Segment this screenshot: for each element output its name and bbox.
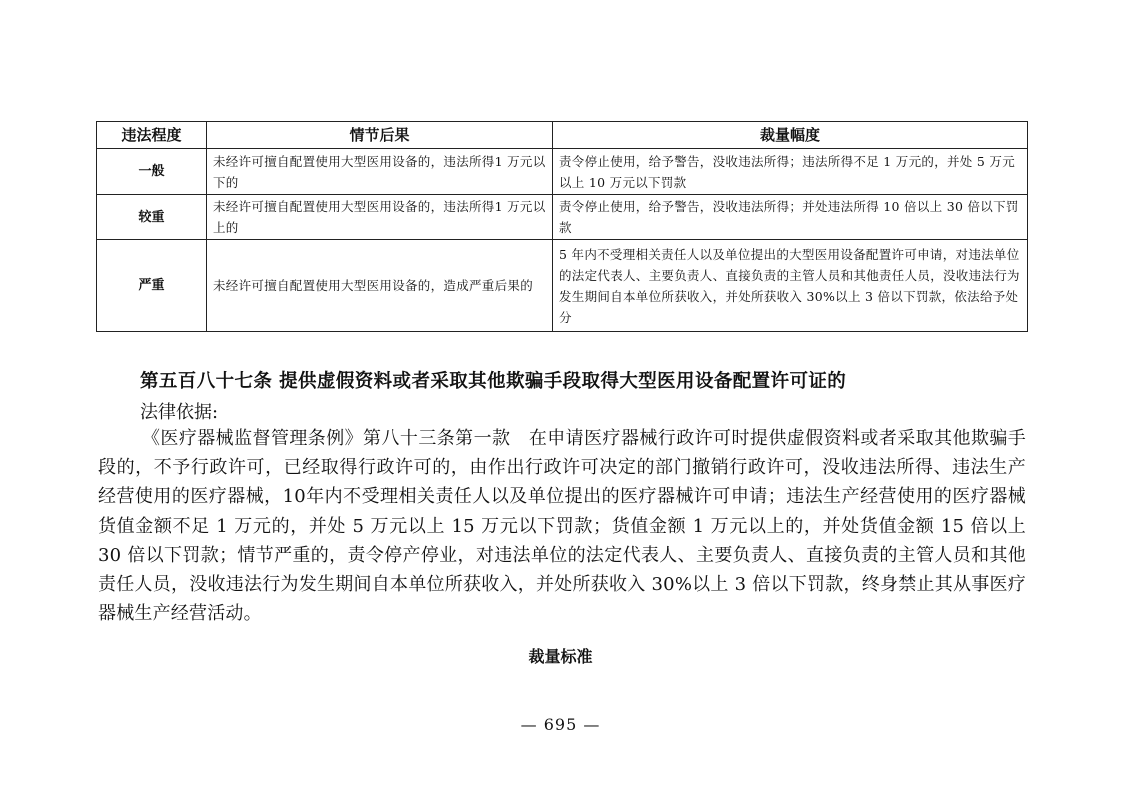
article-title: 第五百八十七条 提供虚假资料或者采取其他欺骗手段取得大型医用设备配置许可证的 [140,371,847,392]
table-header-row [97,122,1028,149]
level-cell: 一般 [97,149,207,195]
penalty-cell: 5 年内不受理相关责任人以及单位提出的大型医用设备配置许可申请，对违法单位的法定代表人、主要负责人、直接负责的主管人员和其他责任人员，没收违法行为发生期间自本单位所获收入，并处所获收入 30%以上 3 倍以下罚款，依法给予处分 [553,240,1028,332]
penalty-cell: 责令停止使用，给予警告，没收违法所得；违法所得不足 1 万元的，并处 5 万元以上 10 万元以下罚款 [553,149,1028,195]
circumstance-cell: 未经许可擅自配置使用大型医用设备的，违法所得1 万元以上的 [207,195,553,240]
header-penalty-range: 裁量幅度 [553,122,1028,149]
table-row [97,240,1028,332]
header-circumstance: 情节后果 [207,122,553,149]
penalty-table [96,121,1028,332]
section-heading: 裁量标准 [528,647,593,666]
header-violation-level: 违法程度 [97,122,207,149]
circumstance-cell: 未经许可擅自配置使用大型医用设备的，造成严重后果的 [207,240,553,332]
circumstance-cell: 未经许可擅自配置使用大型医用设备的，违法所得1 万元以下的 [207,149,553,195]
page-number: — 695 — [520,715,601,734]
level-cell: 严重 [97,240,207,332]
level-cell: 较重 [97,195,207,240]
table-row [97,149,1028,195]
legal-basis-text: 《医疗器械监督管理条例》第八十三条第一款 在申请医疗器械行政许可时提供虚假资料或者采取其他欺骗手段的，不予行政许可，已经取得行政许可的，由作出行政许可决定的部门撤销行政许可，没收违法所得、违法生产经营使用的医疗器械，10年内不受理相关责任人以及单位提出的医疗器械许可申请；违法生产经营使用的医疗器械货值金额不足 1 万元的，并处 5 万元以上 15 万元以下罚款；货值金额 1 万元以上的，并处货值金额 15 倍以上 30 倍以下罚款；情节严重的，责令停产停业，对违法单位的法定代表人、主要负责人、直接负责的主管人员和其他责任人员，没收违法行为发生期间自本单位所获收入，并处所获收入 30%以上 3 倍以下罚款，终身禁止其从事医疗器械生产经营活动。 [98,428,1026,625]
legal-basis-label: 法律依据: [140,402,219,423]
penalty-cell: 责令停止使用，给予警告，没收违法所得；并处违法所得 10 倍以上 30 倍以下罚款 [553,195,1028,240]
table-row [97,195,1028,240]
